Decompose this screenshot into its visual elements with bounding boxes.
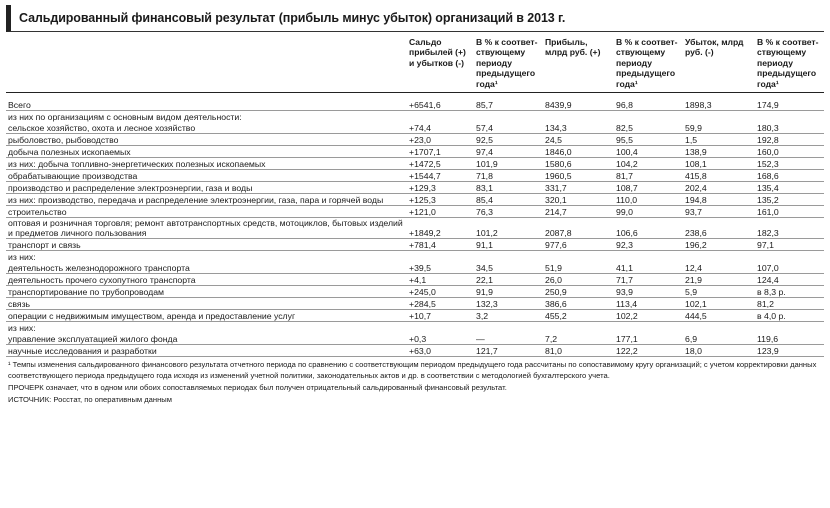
- profit-cell: [543, 111, 614, 123]
- balance-pct-cell: 121,7: [474, 345, 543, 357]
- table-row: [6, 239, 824, 251]
- balance-pct-cell: 57,4: [474, 122, 543, 134]
- loss-cell: [683, 322, 755, 334]
- profit-cell: 24,5: [543, 134, 614, 146]
- profit-pct-cell: 113,4: [614, 298, 683, 310]
- row-label: управление эксплуатацией жилого фонда: [6, 333, 407, 345]
- balance-cell: +10,7: [407, 310, 474, 322]
- table-row: [6, 322, 824, 334]
- profit-cell: 1960,5: [543, 170, 614, 182]
- profit-pct-cell: 92,3: [614, 239, 683, 251]
- profit-cell: 386,6: [543, 298, 614, 310]
- profit-cell: 26,0: [543, 274, 614, 286]
- column-header-loss-pct: В % к соответ- ствующему периоду предыдущего года¹: [755, 32, 824, 93]
- profit-pct-cell: 102,2: [614, 310, 683, 322]
- row-label: производство и распределение электроэнергии, газа и воды: [6, 182, 407, 194]
- footnotes: [6, 357, 824, 405]
- balance-pct-cell: 132,3: [474, 298, 543, 310]
- loss-cell: 18,0: [683, 345, 755, 357]
- profit-pct-cell: 99,0: [614, 206, 683, 218]
- profit-cell: [543, 322, 614, 334]
- loss-pct-cell: 124,4: [755, 274, 824, 286]
- row-label: деятельность железнодорожного транспорта: [6, 262, 407, 274]
- loss-pct-cell: 192,8: [755, 134, 824, 146]
- row-label: деятельность прочего сухопутного транспорта: [6, 274, 407, 286]
- balance-pct-cell: 34,5: [474, 262, 543, 274]
- column-header-balance-pct: В % к соответ- ствующему периоду предыдущего года¹: [474, 32, 543, 93]
- profit-pct-cell: 81,7: [614, 170, 683, 182]
- profit-cell: 455,2: [543, 310, 614, 322]
- loss-pct-cell: 135,2: [755, 194, 824, 206]
- balance-cell: +0,3: [407, 333, 474, 345]
- loss-cell: 93,7: [683, 206, 755, 218]
- profit-pct-cell: [614, 251, 683, 263]
- balance-cell: +1472,5: [407, 158, 474, 170]
- page-title: Сальдированный финансовый результат (прибыль минус убыток) организаций в 2013 г.: [19, 11, 566, 25]
- profit-pct-cell: 108,7: [614, 182, 683, 194]
- balance-pct-cell: [474, 251, 543, 263]
- profit-cell: 214,7: [543, 206, 614, 218]
- profit-pct-cell: 177,1: [614, 333, 683, 345]
- table-card: [6, 5, 824, 503]
- profit-pct-cell: 122,2: [614, 345, 683, 357]
- balance-pct-cell: [474, 111, 543, 123]
- balance-cell: +23,0: [407, 134, 474, 146]
- table-row: [6, 298, 824, 310]
- balance-pct-cell: —: [474, 333, 543, 345]
- balance-cell: [407, 111, 474, 123]
- table-row: [6, 134, 824, 146]
- balance-pct-cell: 101,9: [474, 158, 543, 170]
- balance-pct-cell: 85,7: [474, 93, 543, 111]
- balance-cell: +39,5: [407, 262, 474, 274]
- loss-pct-cell: [755, 322, 824, 334]
- profit-cell: 320,1: [543, 194, 614, 206]
- loss-cell: 138,9: [683, 146, 755, 158]
- balance-cell: +6541,6: [407, 93, 474, 111]
- profit-cell: 81,0: [543, 345, 614, 357]
- profit-pct-cell: 95,5: [614, 134, 683, 146]
- balance-pct-cell: 97,4: [474, 146, 543, 158]
- loss-cell: 1898,3: [683, 93, 755, 111]
- source-note: ИСТОЧНИК: Росстат, по оперативным данным: [8, 394, 172, 404]
- loss-pct-cell: [755, 251, 824, 263]
- loss-cell: [683, 251, 755, 263]
- loss-cell: 21,9: [683, 274, 755, 286]
- balance-cell: +125,3: [407, 194, 474, 206]
- loss-pct-cell: 182,3: [755, 218, 824, 239]
- profit-pct-cell: 41,1: [614, 262, 683, 274]
- balance-cell: +284,5: [407, 298, 474, 310]
- table-row: [6, 286, 824, 298]
- balance-cell: +129,3: [407, 182, 474, 194]
- balance-pct-cell: 85,4: [474, 194, 543, 206]
- row-label: из них по организациям с основным видом деятельности:: [8, 111, 242, 122]
- loss-pct-cell: 161,0: [755, 206, 824, 218]
- row-label: рыболовство, рыбоводство: [6, 134, 407, 146]
- balance-cell: +1544,7: [407, 170, 474, 182]
- table-row: [6, 182, 824, 194]
- loss-pct-cell: 160,0: [755, 146, 824, 158]
- loss-cell: 1,5: [683, 134, 755, 146]
- profit-pct-cell: 110,0: [614, 194, 683, 206]
- row-label: операции с недвижимым имуществом, аренда и предоставление услуг: [6, 310, 407, 322]
- loss-cell: 202,4: [683, 182, 755, 194]
- loss-cell: 444,5: [683, 310, 755, 322]
- row-label: добыча полезных ископаемых: [6, 146, 407, 158]
- profit-pct-cell: 82,5: [614, 122, 683, 134]
- profit-pct-cell: [614, 322, 683, 334]
- balance-pct-cell: 71,8: [474, 170, 543, 182]
- loss-pct-cell: 174,9: [755, 93, 824, 111]
- table-row: [6, 122, 824, 134]
- loss-cell: 5,9: [683, 286, 755, 298]
- loss-pct-cell: 123,9: [755, 345, 824, 357]
- profit-cell: 8439,9: [543, 93, 614, 111]
- table-row: [6, 218, 824, 239]
- balance-cell: [407, 322, 474, 334]
- loss-cell: 194,8: [683, 194, 755, 206]
- loss-pct-cell: 119,6: [755, 333, 824, 345]
- table-row: [6, 345, 824, 357]
- title-bar: [6, 5, 824, 32]
- loss-pct-cell: 81,2: [755, 298, 824, 310]
- loss-pct-cell: 135,4: [755, 182, 824, 194]
- row-label: транспорт и связь: [6, 239, 407, 251]
- table-row: [6, 262, 824, 274]
- balance-pct-cell: 3,2: [474, 310, 543, 322]
- balance-cell: +4,1: [407, 274, 474, 286]
- row-label: из них:: [8, 252, 36, 263]
- loss-cell: [683, 111, 755, 123]
- footnote-dash: ПРОЧЕРК означает, что в одном или обоих сопоставляемых периодах был получен отрицательный сальдированный финансовый результат.: [8, 383, 507, 393]
- loss-pct-cell: 97,1: [755, 239, 824, 251]
- profit-cell: 51,9: [543, 262, 614, 274]
- profit-cell: 1846,0: [543, 146, 614, 158]
- profit-cell: [543, 251, 614, 263]
- profit-cell: 977,6: [543, 239, 614, 251]
- profit-pct-cell: 106,6: [614, 218, 683, 239]
- balance-cell: +63,0: [407, 345, 474, 357]
- balance-cell: +74,4: [407, 122, 474, 134]
- balance-pct-cell: 22,1: [474, 274, 543, 286]
- profit-cell: 331,7: [543, 182, 614, 194]
- table-row: [6, 251, 824, 263]
- balance-cell: [407, 251, 474, 263]
- column-header-balance: Сальдо прибылей (+) и убытков (-): [407, 32, 474, 93]
- loss-cell: 196,2: [683, 239, 755, 251]
- profit-pct-cell: 71,7: [614, 274, 683, 286]
- profit-cell: 250,9: [543, 286, 614, 298]
- row-label: транспортирование по трубопроводам: [6, 286, 407, 298]
- row-label: оптовая и розничная торговля; ремонт автотранспортных средств, мотоциклов, бытовых изделий и предметов личного пользования: [6, 218, 407, 239]
- balance-pct-cell: 83,1: [474, 182, 543, 194]
- row-label: из них:: [8, 323, 36, 334]
- balance-pct-cell: 92,5: [474, 134, 543, 146]
- balance-cell: +245,0: [407, 286, 474, 298]
- column-header-label: [6, 32, 407, 93]
- loss-cell: 415,8: [683, 170, 755, 182]
- loss-pct-cell: 107,0: [755, 262, 824, 274]
- loss-pct-cell: в 4,0 р.: [755, 310, 824, 322]
- table-row: [6, 333, 824, 345]
- row-label: обрабатывающие производства: [6, 170, 407, 182]
- row-label: из них: добыча топливно-энергетических полезных ископаемых: [6, 158, 407, 170]
- table-row: [6, 310, 824, 322]
- profit-pct-cell: 100,4: [614, 146, 683, 158]
- profit-cell: 2087,8: [543, 218, 614, 239]
- profit-pct-cell: 96,8: [614, 93, 683, 111]
- loss-cell: 108,1: [683, 158, 755, 170]
- table-row: [6, 93, 824, 111]
- balance-pct-cell: 76,3: [474, 206, 543, 218]
- table-row: [6, 206, 824, 218]
- column-header-loss: Убыток, млрд руб. (-): [683, 32, 755, 93]
- profit-pct-cell: 104,2: [614, 158, 683, 170]
- row-label: сельское хозяйство, охота и лесное хозяйство: [6, 122, 407, 134]
- balance-cell: +1707,1: [407, 146, 474, 158]
- table-row: [6, 146, 824, 158]
- row-label: строительство: [6, 206, 407, 218]
- balance-cell: +121,0: [407, 206, 474, 218]
- column-header-profit-pct: В % к соответ- ствующему периоду предыдущего года¹: [614, 32, 683, 93]
- table-row: [6, 194, 824, 206]
- footnote-methodology: ¹ Темпы изменения сальдированного финансового результата отчетного периода по сравнению с соответствующим периодом предыдущего года рассчитаны по сопоставимому кругу организаций; с учетом корректировки данных соответствующего периода предыдущего года исходя из изменений учетной политики, законодательных актов и др. в соответствии с методологией бухгалтерского учета.: [8, 360, 817, 380]
- table-row: [6, 158, 824, 170]
- loss-cell: 12,4: [683, 262, 755, 274]
- row-label: связь: [6, 298, 407, 310]
- table-row: [6, 170, 824, 182]
- table-row: [6, 274, 824, 286]
- row-label: Всего: [6, 93, 407, 111]
- balance-cell: +781,4: [407, 239, 474, 251]
- balance-pct-cell: 101,2: [474, 218, 543, 239]
- column-header-profit: Прибыль, млрд руб. (+): [543, 32, 614, 93]
- row-label: научные исследования и разработки: [6, 345, 407, 357]
- loss-cell: 6,9: [683, 333, 755, 345]
- table-row: [6, 111, 824, 123]
- balance-pct-cell: 91,9: [474, 286, 543, 298]
- row-label: из них: производство, передача и распределение электроэнергии, газа, пара и горячей воды: [6, 194, 407, 206]
- profit-cell: 1580,6: [543, 158, 614, 170]
- profit-cell: 134,3: [543, 122, 614, 134]
- loss-pct-cell: 180,3: [755, 122, 824, 134]
- loss-cell: 59,9: [683, 122, 755, 134]
- loss-pct-cell: 152,3: [755, 158, 824, 170]
- loss-pct-cell: 168,6: [755, 170, 824, 182]
- table-body: [6, 93, 824, 357]
- loss-pct-cell: в 8,3 р.: [755, 286, 824, 298]
- balance-pct-cell: [474, 322, 543, 334]
- loss-cell: 238,6: [683, 218, 755, 239]
- balance-pct-cell: 91,1: [474, 239, 543, 251]
- profit-pct-cell: [614, 111, 683, 123]
- loss-cell: 102,1: [683, 298, 755, 310]
- profit-pct-cell: 93,9: [614, 286, 683, 298]
- loss-pct-cell: [755, 111, 824, 123]
- header-row: [6, 32, 824, 93]
- balance-cell: +1849,2: [407, 218, 474, 239]
- profit-cell: 7,2: [543, 333, 614, 345]
- financial-results-table: [6, 32, 824, 357]
